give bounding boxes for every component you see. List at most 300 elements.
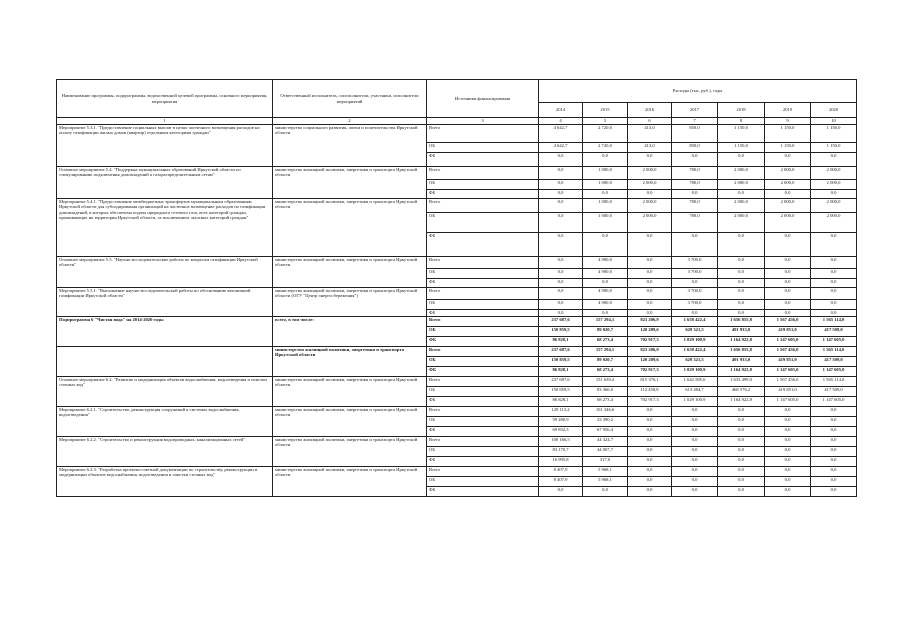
expense-value-cell: 0,0 [811,153,857,167]
header-name: Наименование программы, подпрограммы, ведомственной целевой программы, основного мероприятия, мероприятия [57,80,273,118]
expense-value-cell: 702 917,3 [628,397,672,407]
header-year: 2014 [539,103,583,118]
funding-source-cell: ФБ [427,233,539,257]
expense-value-cell: 0,0 [765,467,811,477]
header-year: 2015 [583,103,628,118]
expense-value-cell: 1 147 605,0 [765,367,811,377]
expense-value-cell: 0,0 [811,417,857,427]
expense-value-cell: 1 147 605,0 [811,397,857,407]
expense-value-cell: 0,0 [718,233,765,257]
expense-value-cell: 0,0 [811,447,857,457]
expense-value-cell: 0,0 [718,279,765,288]
expense-value-cell: 0,0 [765,310,811,317]
expense-value-cell: 4 900,0 [583,288,628,300]
expense-value-cell: 0,0 [765,269,811,279]
column-index: 7 [672,118,718,125]
table-row [57,125,857,143]
expense-value-cell: 1 565 114,0 [811,347,857,357]
table-row [57,257,857,269]
expense-value-cell: 2 000,0 [811,199,857,213]
expense-value-cell: 0,0 [765,437,811,447]
column-index: 9 [765,118,811,125]
program-name-cell: Мероприятие 5.5.1. "Выполнение научно-исследовательской работы по обоснованию автономной газификации Иркутской области" [57,288,273,317]
responsible-cell: министерство жилищной политики, энергетики и транспорта Иркутской области [273,257,427,288]
expense-value-cell: 2 720,0 [583,125,628,143]
expense-value-cell: 1 000,0 [583,167,628,180]
expense-value-cell: 0,0 [718,288,765,300]
expense-value-cell: 157 294,1 [583,347,628,357]
expense-value-cell: 0,0 [628,300,672,310]
funding-source-cell: Всего [427,199,539,213]
expense-value-cell: 1 656 855,8 [718,317,765,327]
expense-value-cell: 89 020,7 [583,327,628,337]
expense-value-cell: 16 995,8 [539,457,583,467]
expense-value-cell: 491 933,0 [718,357,765,367]
responsible-cell: министерство жилищной политики, энергетики и транспорта Иркутской области [273,407,427,437]
expense-value-cell: 417 509,0 [811,357,857,367]
expense-value-cell: 150 859,5 [539,357,583,367]
header-year: 2017 [672,103,718,118]
expense-value-cell: 491 933,0 [718,327,765,337]
expense-value-cell: 0,0 [672,457,718,467]
expense-value-cell: 0,0 [583,279,628,288]
expense-value-cell: 0,0 [718,407,765,417]
funding-source-cell: ФБ [427,310,539,317]
funding-source-cell: ФБ [427,190,539,199]
funding-source-cell: ОБ [427,477,539,487]
expense-value-cell: 2 000,0 [628,199,672,213]
expense-value-cell: 157 294,1 [583,317,628,327]
expense-value-cell: 1 029 100,9 [672,367,718,377]
expense-value-cell: 1 658 422,4 [672,347,718,357]
expense-value-cell: 0,0 [539,288,583,300]
expense-value-cell: 0,0 [539,180,583,190]
responsible-cell: министерство жилищной политики, энергетики и транспорта Иркутской области [273,377,427,407]
expense-value-cell: 0,0 [811,467,857,477]
table-row [57,347,857,357]
expense-value-cell: 33 390,2 [583,417,628,427]
responsible-cell: министерство жилищной политики, энергетики и транспорта Иркутской области [273,347,427,377]
expense-value-cell: 0,0 [765,257,811,269]
expense-value-cell: 3 700,0 [672,288,718,300]
expense-value-cell: 0,0 [672,407,718,417]
expense-value-cell: 2 000,0 [628,213,672,233]
expense-value-cell: 850,0 [672,125,718,143]
expense-value-cell: 2 000,0 [628,167,672,180]
column-index: 10 [811,118,857,125]
expense-value-cell: 4 900,0 [583,300,628,310]
expense-value-cell: 0,0 [811,457,857,467]
expense-value-cell: 0,0 [583,190,628,199]
expense-value-cell: 0,0 [672,487,718,497]
expense-value-cell: 629 321,5 [672,327,718,337]
expense-value-cell: 0,0 [539,310,583,317]
expense-value-cell: 0,0 [672,447,718,457]
header-year: 2019 [765,103,811,118]
header-expenses: Расходы (тыс. руб.), годы [539,80,857,103]
expense-value-cell: 417 509,0 [811,327,857,337]
expense-value-cell: 0,0 [539,153,583,167]
expense-value-cell: 5 968,1 [583,477,628,487]
expense-value-cell: 0,0 [765,417,811,427]
column-index: 5 [583,118,628,125]
expense-value-cell: 86 828,1 [539,337,583,347]
expense-value-cell: 59 280,9 [539,417,583,427]
expense-value-cell: 1 150,0 [718,125,765,143]
expense-value-cell: 2 000,0 [765,213,811,233]
expense-value-cell: 0,0 [539,199,583,213]
expense-value-cell: 3 700,0 [672,300,718,310]
expense-value-cell: 0,0 [718,310,765,317]
expense-value-cell: 2 000,0 [628,180,672,190]
funding-source-cell: ФБ [427,457,539,467]
expense-value-cell: 2 000,0 [811,213,857,233]
expense-value-cell: 1 000,0 [583,213,628,233]
program-name-cell: Основное мероприятие 5.4. "Поддержка муниципальных образований Иркутской области по стимулированию подключения домовладений к газораспределительным сетям" [57,167,273,199]
expense-value-cell: 86 828,1 [539,397,583,407]
expense-value-cell: 0,0 [583,233,628,257]
expense-value-cell: 150 859,5 [539,387,583,397]
program-name-cell [57,347,273,377]
expense-value-cell: 1 000,0 [583,180,628,190]
expense-value-cell: 0,0 [718,437,765,447]
expense-value-cell: 1 567 456,0 [765,317,811,327]
expense-value-cell: 1 656 855,8 [718,347,765,357]
expense-value-cell: 5 968,1 [583,467,628,477]
expense-value-cell: 68 273,4 [583,397,628,407]
expense-value-cell: 0,0 [765,288,811,300]
table-row [57,377,857,387]
funding-source-cell: ОБ [427,180,539,190]
expense-value-cell: 101 346,6 [583,407,628,417]
expense-value-cell: 3 700,0 [672,269,718,279]
expense-value-cell: 0,0 [628,269,672,279]
expense-value-cell: 0,0 [811,288,857,300]
program-name-cell: Подпрограмма 6 "Чистая вода" на 2014-2020 годы [57,317,273,347]
expense-value-cell: 0,0 [718,477,765,487]
expense-value-cell: 237 687,6 [539,347,583,357]
expense-value-cell: 0,0 [765,427,811,437]
expense-value-cell: 0,0 [811,310,857,317]
expense-value-cell: 0,0 [628,427,672,437]
expense-value-cell: 0,0 [628,288,672,300]
expense-value-cell: 0,0 [718,300,765,310]
funding-source-cell: ФБ [427,427,539,437]
expense-value-cell: 0,0 [539,257,583,269]
expense-value-cell: 1 565 114,0 [811,317,857,327]
expense-value-cell: 120 289,6 [628,357,672,367]
expense-value-cell: 2 000,0 [765,167,811,180]
expense-value-cell: 0,0 [765,190,811,199]
expense-value-cell: 8 407,9 [539,467,583,477]
expense-value-cell: 780,0 [672,213,718,233]
program-name-cell: Мероприятие 5.4.1. "Предоставление межбюджетных трансфертов муниципальным образованиям Иркутской области для субсидирования организаций на частичное возмещение расходов по газификации домовладений, в которых обеспечена подача природного сетевого газа, всех категорий граждан, проживающих на территории Иркутской области, за исключением льготных категорий граждан" [57,199,273,257]
expense-value-cell: 0,0 [672,417,718,427]
column-index: 4 [539,118,583,125]
expenses-table [56,79,857,497]
expense-value-cell: 0,0 [811,257,857,269]
expense-value-cell: 86 828,1 [539,367,583,377]
expense-value-cell: 0,0 [672,310,718,317]
expense-value-cell: 0,0 [718,457,765,467]
expense-value-cell: 1 642 585,6 [672,377,718,387]
expense-value-cell: 702 917,3 [628,367,672,377]
expense-value-cell: 823 206,9 [628,317,672,327]
expense-value-cell: 100 166,5 [539,437,583,447]
expense-value-cell: 1 147 605,0 [765,337,811,347]
expense-value-cell: 0,0 [672,153,718,167]
expense-value-cell: 150 859,5 [539,327,583,337]
expense-value-cell: 0,0 [628,417,672,427]
expense-value-cell: 0,0 [718,487,765,497]
expense-value-cell: 2 000,0 [718,199,765,213]
expense-value-cell: 0,0 [628,487,672,497]
expense-value-cell: 0,0 [672,279,718,288]
program-name-cell: Мероприятие 5.3.1. "Предоставление социальных выплат в целях частичного возмещения расходов на оплату газификации жилых домов (квартир) отдельным категориям граждан" [57,125,273,167]
expense-value-cell: 850,0 [672,143,718,153]
funding-source-cell: Всего [427,347,539,357]
table-row [57,167,857,180]
expense-value-cell: 413,0 [628,143,672,153]
expense-value-cell: 0,0 [539,487,583,497]
expense-value-cell: 0,0 [583,153,628,167]
expense-value-cell: 780,0 [672,199,718,213]
expense-value-cell: 237 687,6 [539,377,583,387]
funding-source-cell: Всего [427,377,539,387]
expense-value-cell: 2 000,0 [718,167,765,180]
column-index: 8 [718,118,765,125]
expense-value-cell: 0,0 [765,279,811,288]
expense-value-cell: 1 164 922,8 [718,337,765,347]
expense-value-cell: 0,0 [628,233,672,257]
header-index-row [57,118,857,125]
funding-source-cell: Всего [427,317,539,327]
funding-source-cell: Всего [427,288,539,300]
expense-value-cell: 120 289,6 [628,327,672,337]
header-source: Источники финансирования [427,80,539,118]
expense-value-cell: 823 206,9 [628,347,672,357]
expense-value-cell: 1 029 100,9 [672,337,718,347]
expense-value-cell: 1 633 499,0 [718,377,765,387]
expense-value-cell: 2 000,0 [765,180,811,190]
table-row [57,199,857,213]
expense-value-cell: 1 150,0 [811,143,857,153]
responsible-cell: министерство социального развития, опеки и попечительства Иркутской области [273,125,427,167]
funding-source-cell: Всего [427,467,539,477]
expense-value-cell: 1 567 456,0 [765,377,811,387]
expense-value-cell: 1 164 922,8 [718,397,765,407]
funding-source-cell: ФБ [427,397,539,407]
expense-value-cell: 0,0 [628,437,672,447]
expense-value-cell: 419 851,0 [765,357,811,367]
column-index: 2 [273,118,427,125]
table-row [57,437,857,447]
program-name-cell: Мероприятие 6.2.3. "Разработка проектно-сметной документации по строительству, реконструкции и модернизации объектов водоснабжения, водоотведения и очистки сточных вод" [57,467,273,497]
responsible-cell: всего, в том числе: [273,317,427,347]
funding-source-cell: ОБ [427,447,539,457]
responsible-cell: министерство жилищной политики, энергетики и транспорта Иркутской области [273,199,427,257]
expense-value-cell: 1 147 605,0 [811,367,857,377]
expense-value-cell: 629 321,5 [672,357,718,367]
funding-source-cell: ФБ [427,337,539,347]
expense-value-cell: 112 458,8 [628,387,672,397]
table-row [57,407,857,417]
expense-value-cell: 0,0 [539,269,583,279]
funding-source-cell: Всего [427,437,539,447]
expense-value-cell: 0,0 [765,300,811,310]
expense-value-cell: 0,0 [672,190,718,199]
expense-value-cell: 1 567 456,0 [765,347,811,357]
expense-value-cell: 2 000,0 [765,199,811,213]
expense-value-cell: 0,0 [765,407,811,417]
expense-value-cell: 317,0 [583,457,628,467]
expense-value-cell: 0,0 [628,447,672,457]
expense-value-cell: 4 900,0 [583,257,628,269]
expense-value-cell: 151 639,4 [583,377,628,387]
expense-value-cell: 2 000,0 [811,180,857,190]
expense-value-cell: 0,0 [718,153,765,167]
program-name-cell: Основное мероприятие 5.5. "Научно-исследовательские работы по вопросам газификации Иркутской области" [57,257,273,288]
expense-value-cell: 0,0 [811,300,857,310]
expense-value-cell: 0,0 [811,279,857,288]
expense-value-cell: 44 324,7 [583,437,628,447]
table-row [57,317,857,327]
expense-value-cell: 0,0 [765,487,811,497]
expense-value-cell: 0,0 [628,257,672,269]
responsible-cell: министерство жилищной политики, энергетики и транспорта Иркутской области [273,467,427,497]
expense-value-cell: 0,0 [718,190,765,199]
expense-value-cell: 0,0 [583,487,628,497]
funding-source-cell: ОБ [427,213,539,233]
expense-value-cell: 2 000,0 [811,167,857,180]
funding-source-cell: ОБ [427,300,539,310]
funding-source-cell: Всего [427,407,539,417]
funding-source-cell: ФБ [427,279,539,288]
expense-value-cell: 0,0 [672,233,718,257]
expense-value-cell: 0,0 [628,310,672,317]
expense-value-cell: 0,0 [628,457,672,467]
expense-value-cell: 0,0 [811,427,857,437]
expense-value-cell: 0,0 [672,467,718,477]
expense-value-cell: 68 273,4 [583,337,628,347]
table-row [57,467,857,477]
expense-value-cell: 780,0 [672,167,718,180]
expense-value-cell: 0,0 [672,437,718,447]
expense-value-cell: 83 366,0 [583,387,628,397]
expense-value-cell: 1 150,0 [765,143,811,153]
expense-value-cell: 0,0 [539,279,583,288]
funding-source-cell: ОБ [427,143,539,153]
expense-value-cell: 0,0 [765,447,811,457]
funding-source-cell: ОБ [427,269,539,279]
expense-value-cell: 0,0 [628,190,672,199]
expense-value-cell: 4 642,7 [539,125,583,143]
header-year: 2018 [718,103,765,118]
expense-value-cell: 0,0 [718,447,765,457]
expense-value-cell: 2 720,0 [583,143,628,153]
funding-source-cell: Всего [427,257,539,269]
expense-value-cell: 0,0 [539,233,583,257]
expense-value-cell: 0,0 [539,213,583,233]
expense-value-cell: 0,0 [672,427,718,437]
responsible-cell: министерство жилищной политики, энергетики и транспорта Иркутской области (ОГУ "Центр энергосбережения") [273,288,427,317]
header-year: 2016 [628,103,672,118]
expense-value-cell: 129 113,2 [539,407,583,417]
table-body [57,125,857,497]
expense-value-cell: 4 642,7 [539,143,583,153]
expense-value-cell: 0,0 [811,190,857,199]
expense-value-cell: 1 150,0 [811,125,857,143]
expense-value-cell: 1 150,0 [718,143,765,153]
expense-value-cell: 1 147 605,0 [811,337,857,347]
expense-value-cell: 0,0 [628,407,672,417]
expense-value-cell: 8 407,9 [539,477,583,487]
expense-value-cell: 0,0 [539,190,583,199]
responsible-cell: министерство жилищной политики, энергетики и транспорта Иркутской области [273,167,427,199]
expense-value-cell: 419 851,0 [765,327,811,337]
expense-value-cell: 2 000,0 [718,213,765,233]
header-responsible: Ответственный исполнитель, соисполнители, участники, исполнители мероприятий [273,80,427,118]
expense-value-cell: 0,0 [765,457,811,467]
expense-value-cell: 44 007,7 [583,447,628,457]
expense-value-cell: 1 565 114,0 [811,377,857,387]
column-index: 3 [427,118,539,125]
document-page [56,79,856,497]
expense-value-cell: 68 273,4 [583,367,628,377]
expense-value-cell: 89 020,7 [583,357,628,367]
funding-source-cell: ФБ [427,153,539,167]
expense-value-cell: 0,0 [628,279,672,288]
expense-value-cell: 0,0 [811,407,857,417]
responsible-cell: министерство жилищной политики, энергетики и транспорта Иркутской области [273,437,427,467]
funding-source-cell: ФБ [427,367,539,377]
expense-value-cell: 0,0 [672,477,718,487]
expense-value-cell: 3 700,0 [672,257,718,269]
expense-value-cell: 0,0 [718,269,765,279]
expense-value-cell: 0,0 [628,477,672,487]
expense-value-cell: 0,0 [718,417,765,427]
program-name-cell: Мероприятие 6.2.1. "Строительство, реконструкция сооружений в системах водоснабжения, водоотведения" [57,407,273,437]
expense-value-cell: 413,0 [628,125,672,143]
column-index: 6 [628,118,672,125]
expense-value-cell: 83 170,7 [539,447,583,457]
expense-value-cell: 1 147 605,0 [765,397,811,407]
expense-value-cell: 0,0 [628,153,672,167]
column-index: 1 [57,118,273,125]
funding-source-cell: ОБ [427,387,539,397]
expense-value-cell: 0,0 [628,467,672,477]
program-name-cell: Мероприятие 6.2.2. "Строительство и реконструкция водопроводных, канализационных сетей" [57,437,273,467]
funding-source-cell: Всего [427,125,539,143]
expense-value-cell: 0,0 [765,477,811,487]
expense-value-cell: 0,0 [583,310,628,317]
expense-value-cell: 0,0 [765,153,811,167]
expense-value-cell: 419 851,0 [765,387,811,397]
expense-value-cell: 815 376,1 [628,377,672,387]
funding-source-cell: Всего [427,167,539,180]
expense-value-cell: 1 150,0 [765,125,811,143]
funding-source-cell: ОБ [427,357,539,367]
expense-value-cell: 0,0 [811,477,857,487]
funding-source-cell: ОБ [427,327,539,337]
expense-value-cell: 468 576,2 [718,387,765,397]
expense-value-cell: 0,0 [718,427,765,437]
expense-value-cell: 2 000,0 [718,180,765,190]
header-year: 2020 [811,103,857,118]
expense-value-cell: 0,0 [718,257,765,269]
expense-value-cell: 0,0 [539,167,583,180]
expense-value-cell: 1 164 922,8 [718,367,765,377]
